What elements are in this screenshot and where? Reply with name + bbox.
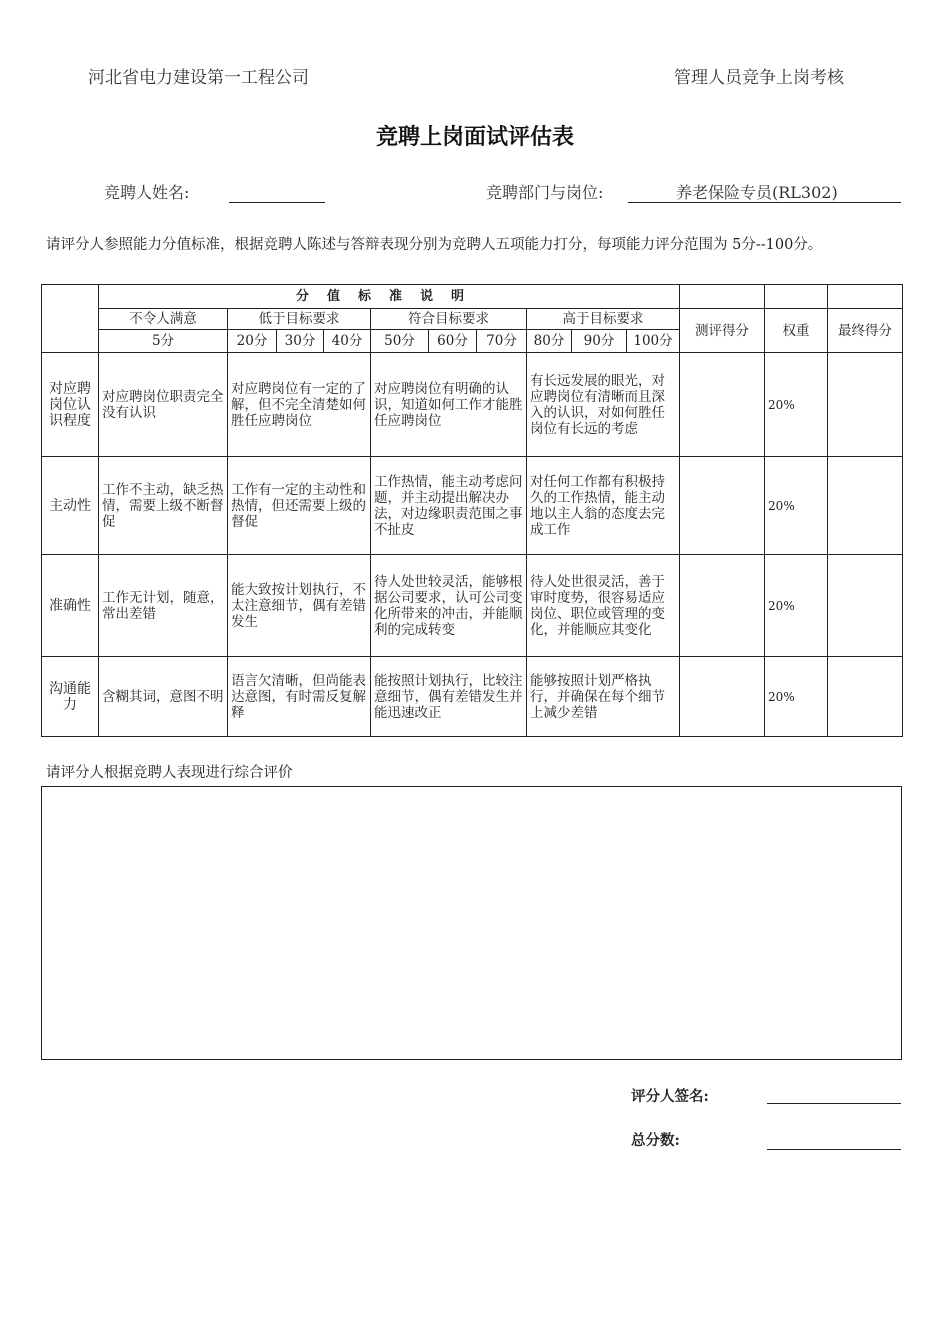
score-point: 5分 [99,330,228,353]
weight-cell: 20% [765,555,828,657]
level1-desc: 工作无计划，随意，常出差错 [99,555,228,657]
level3-desc: 工作热情，能主动考虑问题，并主动提出解决办法，对边缘职责范围之事不扯皮 [371,457,527,555]
table-row [42,555,903,657]
dimension-cell: 沟通能力 [42,657,99,737]
test-score-cell[interactable] [680,457,765,555]
weight-cell: 20% [765,657,828,737]
total-score-label: 总分数: [631,1132,680,1149]
level-header: 不令人满意 [99,309,228,330]
score-point: 100分 [627,330,680,353]
final-score-header: 最终得分 [828,309,903,353]
weight-cell: 20% [765,457,828,555]
final-score-cell[interactable] [828,457,903,555]
test-score-cell[interactable] [680,657,765,737]
score-point: 60分 [429,330,477,353]
company-name: 河北省电力建设第一工程公司 [88,68,309,88]
score-point: 70分 [477,330,527,353]
signature-field[interactable] [767,1103,901,1104]
level1-desc: 工作不主动，缺乏热情，需要上级不断督促 [99,457,228,555]
signature-label: 评分人签名: [631,1088,709,1105]
department-value: 养老保险专员(RL302) [676,183,838,202]
level4-desc: 对任何工作都有积极持久的工作热情，能主动地以主人翁的态度去完成工作 [527,457,680,555]
dimension-cell: 准确性 [42,555,99,657]
score-point: 80分 [527,330,572,353]
group-header: 分值标准说明 [99,285,680,309]
level1-desc: 含糊其词，意图不明 [99,657,228,737]
table-row [42,657,903,737]
level2-desc: 能大致按计划执行，不太注意细节，偶有差错发生 [228,555,371,657]
score-point: 50分 [371,330,429,353]
dimension-cell: 对应聘岗位认识程度 [42,353,99,457]
test-score-cell[interactable] [680,353,765,457]
score-point: 30分 [277,330,324,353]
level-header: 符合目标要求 [371,309,527,330]
level-header: 高于目标要求 [527,309,680,330]
weight-header: 权重 [765,309,828,353]
test-score-header: 测评得分 [680,309,765,353]
score-point: 40分 [324,330,371,353]
score-point: 20分 [228,330,277,353]
level2-desc: 对应聘岗位有一定的了解，但不完全清楚如何胜任应聘岗位 [228,353,371,457]
form-type: 管理人员竞争上岗考核 [674,68,844,88]
page-title: 竞聘上岗面试评估表 [375,124,574,150]
evaluation-textbox[interactable] [41,786,902,1060]
blank-header-cell [765,285,828,309]
level3-desc: 对应聘岗位有明确的认识，知道如何工作才能胜任应聘岗位 [371,353,527,457]
evaluation-table [41,284,903,737]
level3-desc: 待人处世较灵活，能够根据公司要求，认可公司变化所带来的冲击，并能顺利的完成转变 [371,555,527,657]
level4-desc: 能够按照计划严格执行，并确保在每个细节上减少差错 [527,657,680,737]
total-score-field[interactable] [767,1149,901,1150]
evaluation-label: 请评分人根据竞聘人表现进行综合评价 [46,765,293,781]
level3-desc: 能按照计划执行，比较注意细节，偶有差错发生并能迅速改正 [371,657,527,737]
level4-desc: 有长远发展的眼光，对应聘岗位有清晰而且深入的认识，对如何胜任岗位有长远的考虑 [527,353,680,457]
dimension-cell: 主动性 [42,457,99,555]
table-row [42,353,903,457]
level4-desc: 待人处世很灵活，善于审时度势，很容易适应岗位、职位或管理的变化，并能顺应其变化 [527,555,680,657]
final-score-cell[interactable] [828,353,903,457]
level1-desc: 对应聘岗位职责完全没有认识 [99,353,228,457]
level2-desc: 语言欠清晰，但尚能表达意图，有时需反复解释 [228,657,371,737]
weight-cell: 20% [765,353,828,457]
corner-cell [42,285,99,353]
score-point: 90分 [572,330,627,353]
candidate-name-field[interactable] [229,202,325,203]
department-label: 竞聘部门与岗位: [486,183,604,202]
blank-header-cell [680,285,765,309]
table-row [42,457,903,555]
instruction-text: 请评分人参照能力分值标准，根据竞聘人陈述与答辩表现分别为竞聘人五项能力打分，每项能力评分范围为 5分--100分。 [46,237,823,253]
level2-desc: 工作有一定的主动性和热情，但还需要上级的督促 [228,457,371,555]
test-score-cell[interactable] [680,555,765,657]
final-score-cell[interactable] [828,555,903,657]
blank-header-cell [828,285,903,309]
level-header: 低于目标要求 [228,309,371,330]
final-score-cell[interactable] [828,657,903,737]
candidate-name-label: 竞聘人姓名: [104,183,190,202]
